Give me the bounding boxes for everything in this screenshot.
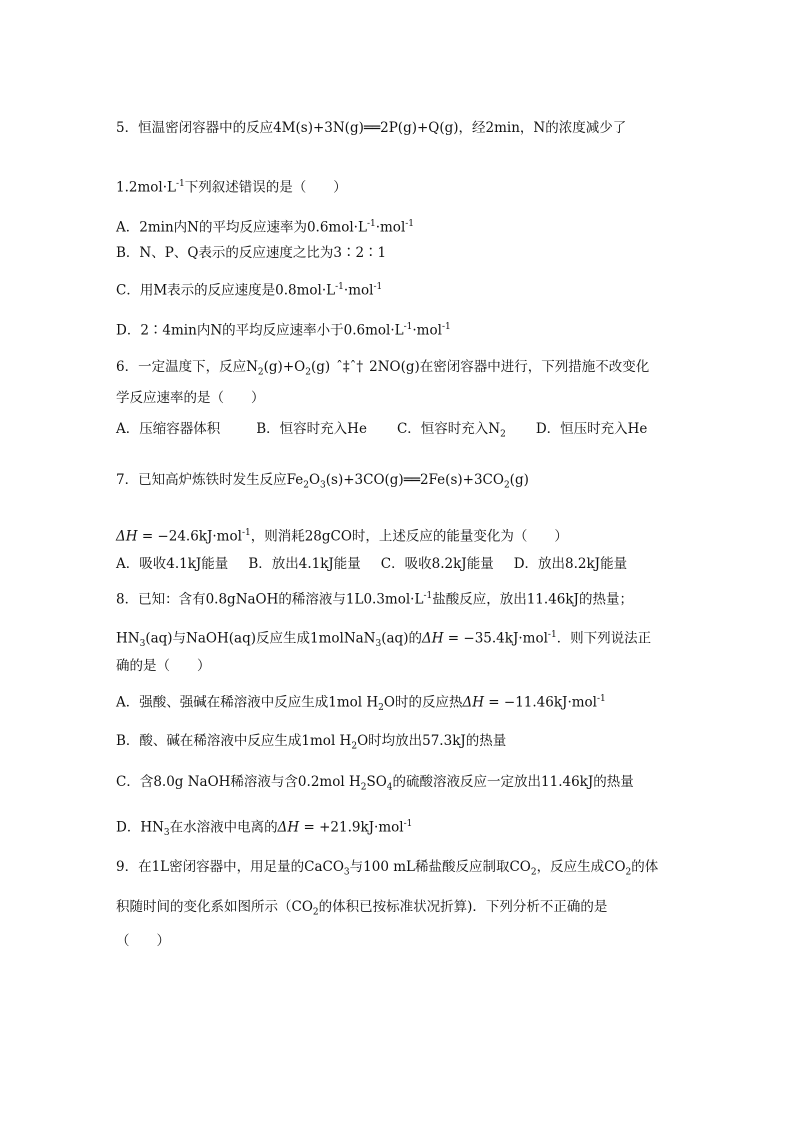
q8-stem-line3: 确的是（ ）	[116, 658, 211, 674]
q5-option-c[interactable]: C．用M表示的反应速度是$0.8mol\cdot L^{-1}\cdot mol^{-1}$	[116, 282, 383, 299]
q9-stem-line2: 积随时间的变化系如图所示（$CO_2$的体积已按标准状况折算)．下列分析不正确的是	[116, 899, 608, 918]
q6-option-d[interactable]: D．恒压时充入He	[535, 421, 648, 437]
equilibrium-arrow-icon: ˆ‡ˆ†	[336, 359, 364, 375]
q5-stem-line1: 5．恒温密闭容器中的反应4M(s)+3N(g)══2P(g)+Q(g)，经2min，N的浓度减少了	[116, 120, 627, 136]
q6-stem-line1: 6．一定温度下，反应$N_2(g)+O_2(g)$ ˆ‡ˆ† 2NO(g)在密闭容器中进行，下列措施不改变化	[116, 359, 650, 378]
q8-option-b[interactable]: B．酸、碱在稀溶液中反应生成1mol $H_2O$时均放出57.3kJ的热量	[116, 733, 507, 752]
q7-option-a[interactable]: A．吸收4.1kJ能量	[116, 556, 229, 572]
q6-option-a[interactable]: A．压缩容器体积	[116, 421, 221, 437]
q6-option-c[interactable]: C．恒容时充入$N_2$	[396, 421, 506, 440]
q7-option-c[interactable]: C．吸收8.2kJ能量	[380, 556, 494, 572]
q5-option-b[interactable]: B．N、P、Q表示的反应速度之比为3∶2∶1	[116, 245, 387, 261]
q8-stem-line1: 8．已知：含有0.8gNaOH的稀溶液与$1L0.3mol\cdot L^{-1}$盐酸反应，放出11.46kJ的热量；	[116, 591, 633, 608]
q7-options	[116, 554, 627, 574]
q7-option-d[interactable]: D．放出8.2kJ能量	[513, 556, 628, 572]
q6-option-b[interactable]: B．恒容时充入He	[256, 421, 367, 437]
q8-option-a[interactable]: A．强酸、强碱在稀溶液中反应生成1mol $H_2O$时的反应热ΔH = −11.46kJ·mol$^{-1}$	[116, 694, 606, 714]
q5-option-d[interactable]: D．2∶4min内N的平均反应速率小于$0.6mol\cdot L^{-1}\cdot mol^{-1}$	[116, 322, 451, 339]
q5-option-a[interactable]: A．2min内N的平均反应速率为$0.6mol\cdot L^{-1}\cdot mol^{-1}$	[116, 219, 415, 236]
q7-stem-line2: ΔH = −24.6kJ·mol$^{-1}$，则消耗28gCO时，上述反应的能量变化为（ ）	[116, 528, 568, 545]
q5-stem-line2: $1.2mol\cdot L^{-1}$下列叙述错误的是（ ）	[116, 179, 347, 196]
q9-stem-line1: 9．在1L密闭容器中，用足量的CaCO$_3$与100 mL稀盐酸反应制取$CO_2$，反应生成$CO_2$的体	[116, 859, 659, 878]
q7-stem-line1: 7．已知高炉炼铁时发生反应$Fe_2O_3(s)+3CO(g)══2Fe(s)+3CO_2(g)$	[116, 472, 529, 491]
q7-option-b[interactable]: B．放出4.1kJ能量	[248, 556, 361, 572]
q8-option-d[interactable]: D．$HN_3$在水溶液中电离的ΔH = +21.9kJ·mol$^{-1}$	[116, 819, 413, 839]
q6-options	[116, 419, 647, 445]
q8-option-c[interactable]: C．含8.0g NaOH稀溶液与含0.2mol $H_2SO_4$的硫酸溶液反应一定放出11.46kJ的热量	[116, 774, 634, 793]
q6-stem-line2: 学反应速率的是（ ）	[116, 390, 265, 406]
q9-stem-line3: （ ）	[116, 933, 170, 949]
q8-stem-line2: $HN_3(aq)$与NaOH(aq)反应生成1molNaN$_3$(aq)的ΔH = −35.4kJ·mol$^{-1}$．则下列说法正	[116, 630, 652, 650]
